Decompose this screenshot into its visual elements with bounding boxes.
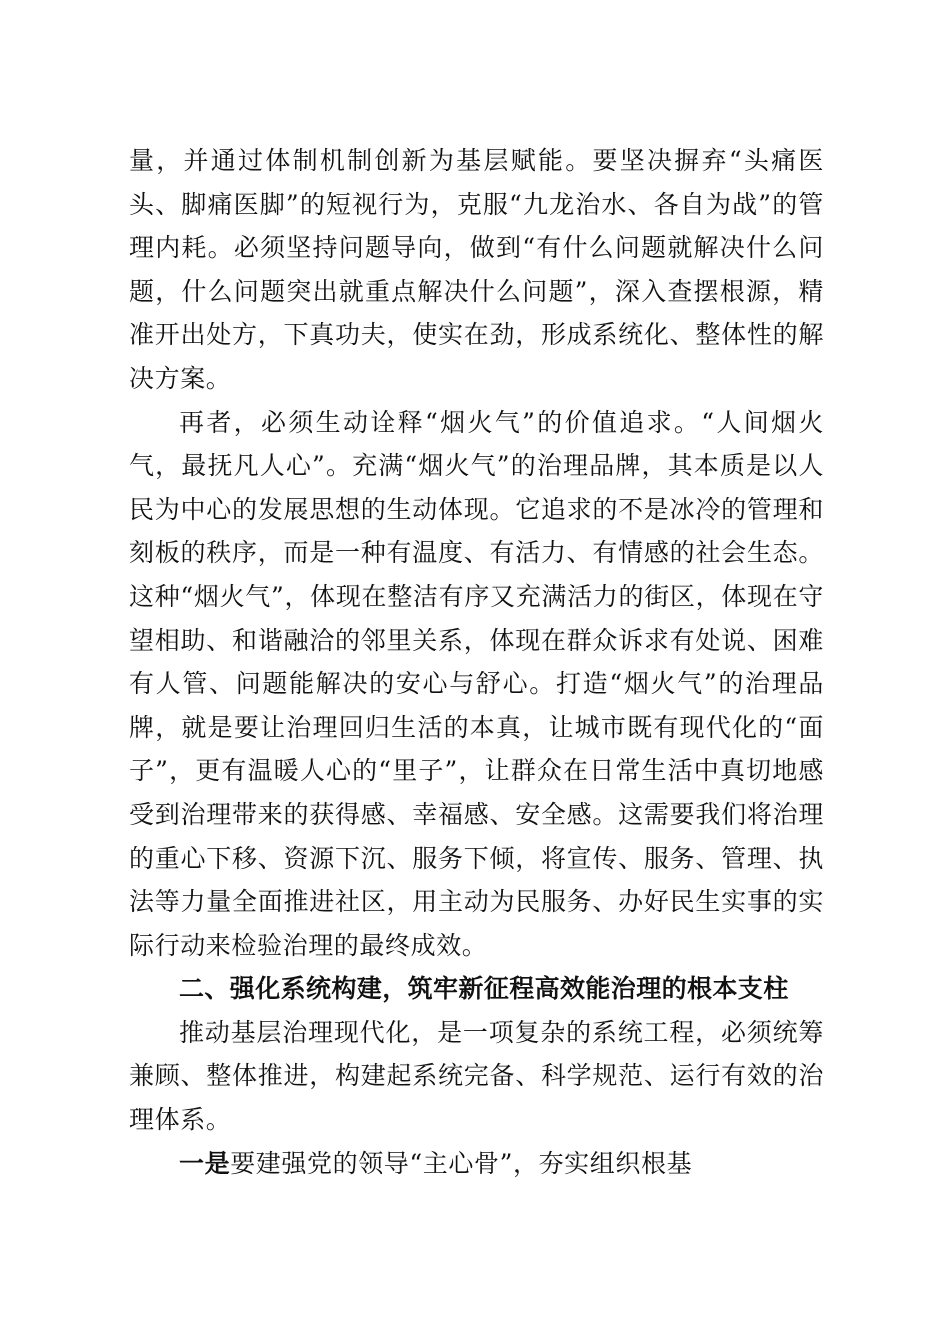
point-text: 要建强党的领导“主心骨”，夯实组织根基: [230, 1148, 693, 1178]
document-page: [129, 139, 824, 1185]
point-lead: 一是: [179, 1148, 231, 1178]
section-intro-paragraph: 推动基层治理现代化，是一项复杂的系统工程，必须统筹兼顾、整体推进，构建起系统完备、科学规范、运行有效的治理体系。: [129, 1017, 824, 1135]
point-paragraph: [129, 1142, 824, 1186]
paragraph-yanhuoqi: 再者，必须生动诠释“烟火气”的价值追求。“人间烟火气，最抚凡人心”。充满“烟火气”的治理品牌，其本质是以人民为中心的发展思想的生动体现。它追求的不是冰冷的管理和刻板的秩序，而是一种有温度、有活力、有情感的社会生态。这种“烟火气”，体现在整洁有序又充满活力的街区，体现在守望相助、和谐融洽的邻里关系，体现在群众诉求有处说、困难有人管、问题能解决的安心与舒心。打造“烟火气”的治理品牌，就是要让治理回归生活的本真，让城市既有现代化的“面子”，更有温暖人心的“里子”，让群众在日常生活中真切地感受到治理带来的获得感、幸福感、安全感。这需要我们将治理的重心下移、资源下沉、服务下倾，将宣传、服务、管理、执法等力量全面推进社区，用主动为民服务、办好民生实事的实际行动来检验治理的最终成效。: [129, 407, 824, 960]
section-heading: 二、强化系统构建，筑牢新征程高效能治理的根本支柱: [179, 974, 789, 1004]
paragraph-continuation: 量，并通过体制机制创新为基层赋能。要坚决摒弃“头痛医头、脚痛医脚”的短视行为，克服“九龙治水、各自为战”的管理内耗。必须坚持问题导向，做到“有什么问题就解决什么问题，什么问题突出就重点解决什么问题”，深入查摆根源，精准开出处方，下真功夫，使实在劲，形成系统化、整体性的解决方案。: [129, 146, 824, 393]
